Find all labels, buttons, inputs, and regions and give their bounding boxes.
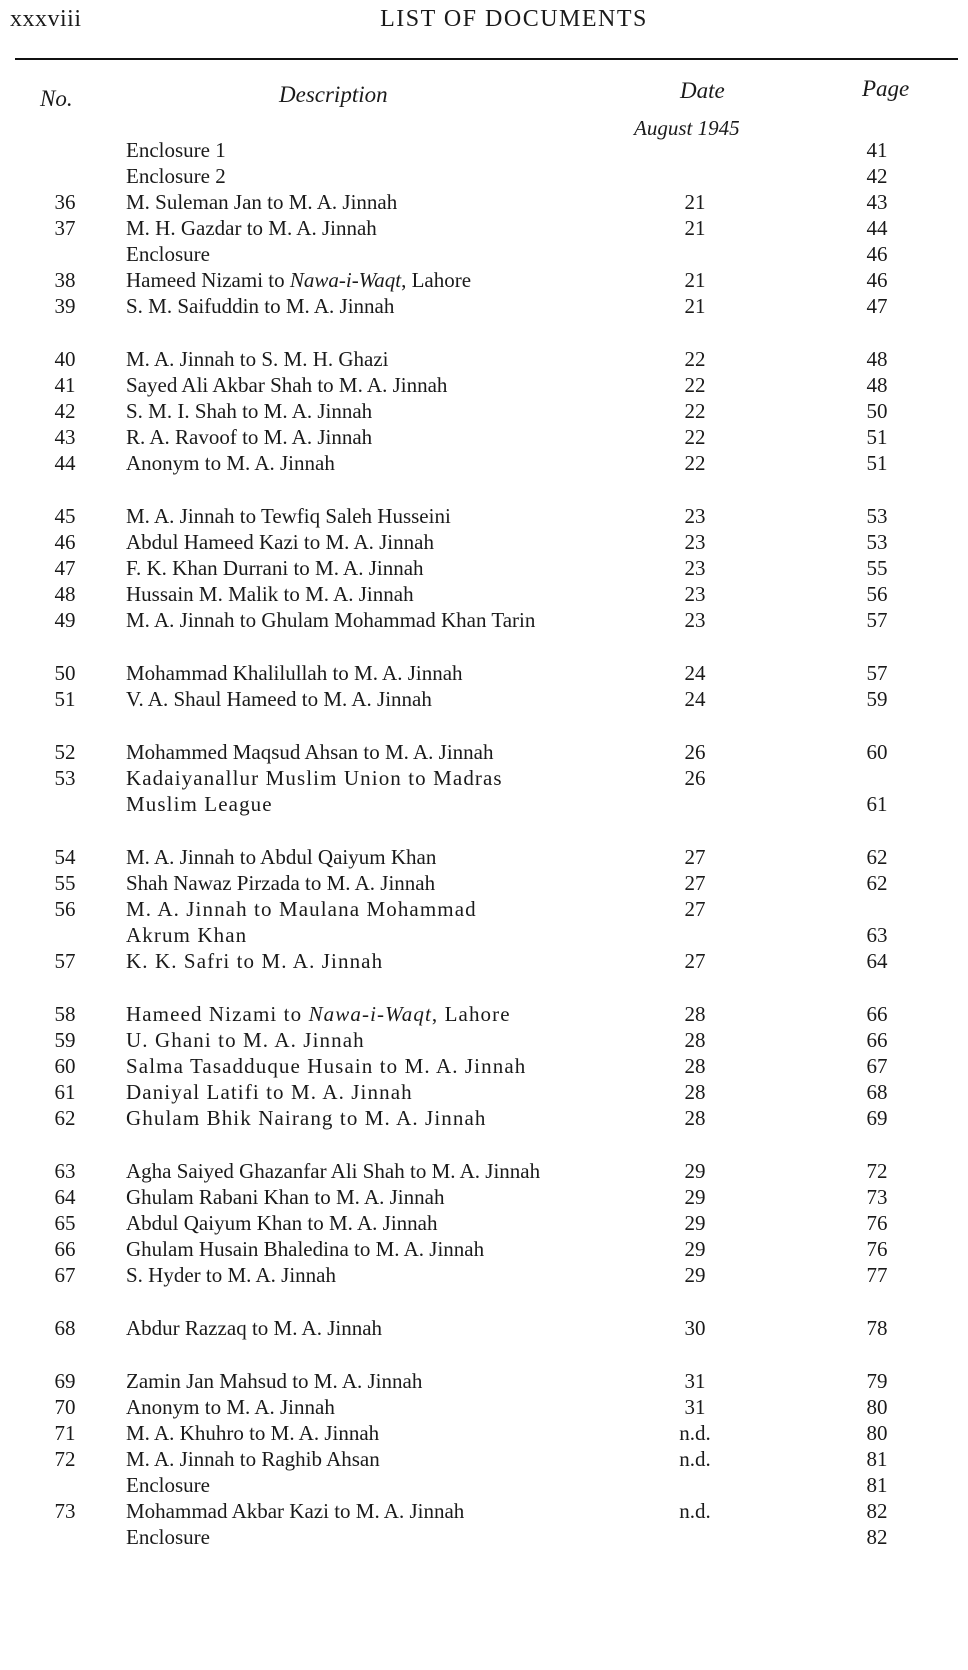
entry-page: 78: [866, 1316, 888, 1340]
entry-page: 66: [866, 1002, 888, 1026]
entry-page: 43: [866, 190, 888, 214]
entry-date: 22: [684, 347, 706, 371]
entry-number: 40: [54, 347, 76, 371]
entry-date: 28: [684, 1080, 706, 1104]
entry-page: 46: [866, 242, 888, 266]
entry-page: 56: [866, 582, 888, 606]
entry-description: Sayed Ali Akbar Shah to M. A. Jinnah: [126, 373, 448, 397]
entry-date: 23: [684, 530, 706, 554]
entry-description: Mohammed Maqsud Ahsan to M. A. Jinnah: [126, 740, 494, 764]
newspaper-title: Nawa-i-Waqt: [308, 1002, 432, 1026]
header-description: Description: [279, 82, 388, 107]
entry-page: 50: [866, 399, 888, 423]
entry-description: M. A. Jinnah to Maulana Mohammad: [126, 897, 477, 921]
entry-description: Muslim League: [126, 792, 273, 816]
entry-number: 57: [54, 949, 76, 973]
entry-description: Abdul Hameed Kazi to M. A. Jinnah: [126, 530, 434, 554]
entry-date: 22: [684, 399, 706, 423]
entry-date: 28: [684, 1002, 706, 1026]
entry-date: n.d.: [679, 1499, 711, 1523]
entry-page: 62: [866, 845, 888, 869]
entry-number: 49: [54, 608, 76, 632]
entry-description: Abdur Razzaq to M. A. Jinnah: [126, 1316, 383, 1340]
entry-page: 66: [866, 1028, 888, 1052]
entry-number: 38: [54, 268, 76, 292]
entry-number: 50: [54, 661, 76, 685]
entry-date: 28: [684, 1054, 706, 1078]
entry-description: Ghulam Husain Bhaledina to M. A. Jinnah: [126, 1237, 485, 1261]
newspaper-title: Nawa-i-Waqt: [289, 268, 402, 292]
entry-date: n.d.: [679, 1421, 711, 1445]
entry-description: M. A. Jinnah to Raghib Ahsan: [126, 1447, 380, 1471]
entry-number: 37: [54, 216, 76, 240]
entry-description: U. Ghani to M. A. Jinnah: [126, 1028, 365, 1052]
entry-description: K. K. Safri to M. A. Jinnah: [126, 949, 384, 973]
entry-description: Enclosure 2: [126, 164, 226, 188]
entry-date: 27: [684, 845, 706, 869]
entry-number: 45: [54, 504, 76, 528]
entry-description: M. H. Gazdar to M. A. Jinnah: [126, 216, 377, 240]
entry-description: M. A. Jinnah to Abdul Qaiyum Khan: [126, 845, 437, 869]
entry-number: 61: [54, 1080, 76, 1104]
entry-number: 67: [54, 1263, 76, 1287]
entry-page: 80: [866, 1395, 888, 1419]
entry-number: 66: [54, 1237, 76, 1261]
entry-description: Hameed Nizami to Nawa-i-Waqt, Lahore: [126, 1002, 511, 1026]
entry-number: 70: [54, 1395, 76, 1419]
entry-number: 41: [54, 373, 76, 397]
entry-page: 46: [866, 268, 888, 292]
entry-number: 36: [54, 190, 76, 214]
entry-description: F. K. Khan Durrani to M. A. Jinnah: [126, 556, 424, 580]
entry-description: M. A. Jinnah to Tewfiq Saleh Husseini: [126, 504, 451, 528]
entry-date: 31: [684, 1369, 706, 1393]
entry-date: 27: [684, 897, 706, 921]
header-page: Page: [862, 76, 910, 101]
entry-number: 42: [54, 399, 76, 423]
entry-date: 21: [684, 216, 706, 240]
entry-number: 39: [54, 294, 76, 318]
entry-description: Daniyal Latifi to M. A. Jinnah: [126, 1080, 413, 1104]
entry-page: 63: [866, 923, 888, 947]
entry-page: 41: [866, 138, 888, 162]
entry-page: 61: [866, 792, 888, 816]
entry-page: 76: [866, 1237, 888, 1261]
entry-description: V. A. Shaul Hameed to M. A. Jinnah: [126, 687, 432, 711]
entry-date: 23: [684, 582, 706, 606]
entry-page: 51: [866, 451, 888, 475]
entry-page: 69: [866, 1106, 888, 1130]
entry-description: Enclosure 1: [126, 138, 226, 162]
entry-date: 27: [684, 949, 706, 973]
entry-page: 79: [866, 1369, 888, 1393]
entry-description: Shah Nawaz Pirzada to M. A. Jinnah: [126, 871, 436, 895]
entry-description: S. Hyder to M. A. Jinnah: [126, 1263, 336, 1287]
entry-description: Kadaiyanallur Muslim Union to Madras: [126, 766, 503, 790]
entry-date: 29: [684, 1237, 706, 1261]
header-date: Date: [680, 78, 725, 103]
entry-date: 22: [684, 451, 706, 475]
entry-description: Hameed Nizami to Nawa-i-Waqt, Lahore: [126, 268, 472, 292]
entry-number: 46: [54, 530, 76, 554]
entry-page: 82: [866, 1525, 888, 1549]
entry-date: 28: [684, 1106, 706, 1130]
entry-description: M. Suleman Jan to M. A. Jinnah: [126, 190, 398, 214]
entry-page: 72: [866, 1159, 888, 1183]
entry-description: M. A. Jinnah to Ghulam Mohammad Khan Tarin: [126, 608, 536, 632]
entry-number: 72: [54, 1447, 76, 1471]
entry-description: Agha Saiyed Ghazanfar Ali Shah to M. A. Jinnah: [126, 1159, 541, 1183]
entry-number: 69: [54, 1369, 76, 1393]
entry-date: 24: [684, 661, 706, 685]
entry-page: 44: [866, 216, 888, 240]
entry-page: 55: [866, 556, 888, 580]
entry-description: Zamin Jan Mahsud to M. A. Jinnah: [126, 1369, 423, 1393]
entry-date: 21: [684, 190, 706, 214]
entry-page: 48: [866, 347, 888, 371]
entry-description: Hussain M. Malik to M. A. Jinnah: [126, 582, 414, 606]
entry-description: Enclosure: [126, 242, 210, 266]
entry-page: 67: [866, 1054, 888, 1078]
entry-date: 29: [684, 1211, 706, 1235]
entry-description: Ghulam Bhik Nairang to M. A. Jinnah: [126, 1106, 487, 1130]
entry-page: 62: [866, 871, 888, 895]
entry-description: Enclosure: [126, 1525, 210, 1549]
entry-page: 59: [866, 687, 888, 711]
entry-description: Ghulam Rabani Khan to M. A. Jinnah: [126, 1185, 445, 1209]
entry-description: Mohammad Khalilullah to M. A. Jinnah: [126, 661, 463, 685]
entry-date: 27: [684, 871, 706, 895]
entry-page: 57: [866, 661, 888, 685]
entry-date: 23: [684, 504, 706, 528]
entry-description: Enclosure: [126, 1473, 210, 1497]
entry-page: 53: [866, 530, 888, 554]
entry-number: 43: [54, 425, 76, 449]
entry-page: 48: [866, 373, 888, 397]
entry-date: 22: [684, 373, 706, 397]
entry-date: 26: [684, 766, 706, 790]
entry-description: R. A. Ravoof to M. A. Jinnah: [126, 425, 373, 449]
entry-page: 57: [866, 608, 888, 632]
entry-date: 24: [684, 687, 706, 711]
entry-number: 68: [54, 1316, 76, 1340]
entry-number: 71: [54, 1421, 76, 1445]
entry-number: 63: [54, 1159, 76, 1183]
header-no: No.: [40, 86, 73, 111]
entry-number: 73: [54, 1499, 76, 1523]
entry-number: 52: [54, 740, 76, 764]
entry-date: 21: [684, 268, 706, 292]
entry-description: S. M. I. Shah to M. A. Jinnah: [126, 399, 373, 423]
running-title: LIST OF DOCUMENTS: [380, 6, 648, 32]
entry-number: 56: [54, 897, 76, 921]
entry-description: Anonym to M. A. Jinnah: [126, 451, 335, 475]
entry-number: 58: [54, 1002, 76, 1026]
entry-number: 44: [54, 451, 76, 475]
entry-date: 23: [684, 608, 706, 632]
entry-description: M. A. Jinnah to S. M. H. Ghazi: [126, 347, 389, 371]
entry-page: 82: [866, 1499, 888, 1523]
entry-page: 53: [866, 504, 888, 528]
entry-page: 42: [866, 164, 888, 188]
entry-page: 73: [866, 1185, 888, 1209]
entry-number: 47: [54, 556, 76, 580]
entry-page: 81: [866, 1447, 888, 1471]
entry-number: 53: [54, 766, 76, 790]
entry-page: 81: [866, 1473, 888, 1497]
entry-description: Abdul Qaiyum Khan to M. A. Jinnah: [126, 1211, 438, 1235]
entry-page: 76: [866, 1211, 888, 1235]
entry-date: 23: [684, 556, 706, 580]
entry-date: 31: [684, 1395, 706, 1419]
entry-date: 22: [684, 425, 706, 449]
entry-page: 68: [866, 1080, 888, 1104]
entry-number: 62: [54, 1106, 76, 1130]
entry-description: Salma Tasadduque Husain to M. A. Jinnah: [126, 1054, 527, 1078]
entry-description: S. M. Saifuddin to M. A. Jinnah: [126, 294, 395, 318]
header-date-month: August 1945: [634, 116, 740, 140]
entry-date: 29: [684, 1263, 706, 1287]
entry-number: 59: [54, 1028, 76, 1052]
entry-number: 48: [54, 582, 76, 606]
entry-number: 54: [54, 845, 76, 869]
entry-page: 64: [866, 949, 888, 973]
entry-page: 51: [866, 425, 888, 449]
entry-date: 30: [684, 1316, 706, 1340]
entry-number: 60: [54, 1054, 76, 1078]
entry-date: 28: [684, 1028, 706, 1052]
entry-description: Mohammad Akbar Kazi to M. A. Jinnah: [126, 1499, 465, 1523]
entry-page: 77: [866, 1263, 888, 1287]
entry-date: 29: [684, 1159, 706, 1183]
entry-date: 21: [684, 294, 706, 318]
entry-page: 60: [866, 740, 888, 764]
entry-date: 26: [684, 740, 706, 764]
entry-number: 55: [54, 871, 76, 895]
entry-description: Akrum Khan: [126, 923, 248, 947]
entry-description: Anonym to M. A. Jinnah: [126, 1395, 335, 1419]
entry-page: 80: [866, 1421, 888, 1445]
entry-date: n.d.: [679, 1447, 711, 1471]
entry-page: 47: [866, 294, 888, 318]
entry-number: 51: [54, 687, 76, 711]
entry-description: M. A. Khuhro to M. A. Jinnah: [126, 1421, 380, 1445]
entry-number: 64: [54, 1185, 76, 1209]
entry-number: 65: [54, 1211, 76, 1235]
page-number: xxxviii: [10, 6, 82, 32]
entry-date: 29: [684, 1185, 706, 1209]
